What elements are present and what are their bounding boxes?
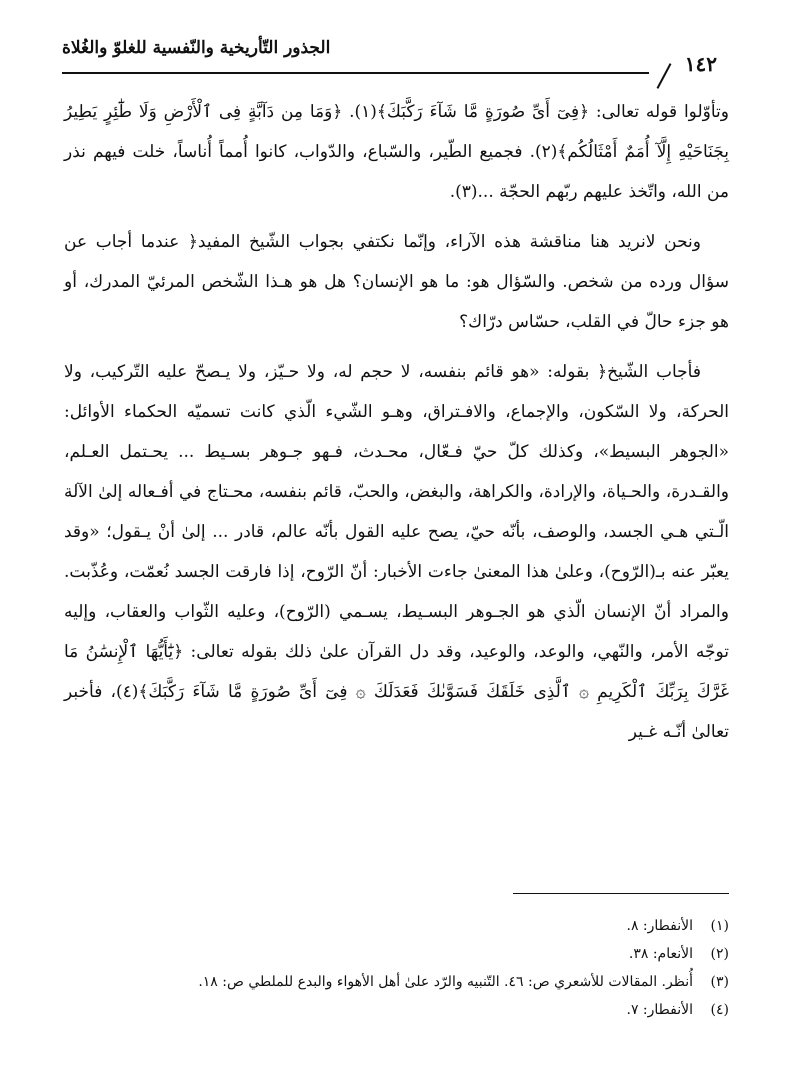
body-text <box>64 92 729 762</box>
footnote-number: (٢) <box>710 946 729 962</box>
footnote-text: الأنفطار: ٨. <box>626 918 693 934</box>
paragraph-2: ونحن لانريد هنا مناقشة هذه الآراء، وإنّما نكتفي بجواب الشّيخ المفيد﴿ عندما أجاب عن سؤال ورده من شخص. والسّؤال هو: ما هو الإنسان؟ هل هو هـذا الشّخص المرئيّ المدرك، أو هو جزء حالّ في القلب، حسّاس درّاك؟ <box>64 232 729 332</box>
footnote-1 <box>64 912 729 940</box>
page-header <box>62 30 735 74</box>
footnote-text: أُنظر. المقالات للأشعري ص: ٤٦. التّنبيه والرّد علىٰ أهل الأهواء والبدع للملطي ص: ١٨. <box>198 974 693 990</box>
footnote-4 <box>64 996 729 1024</box>
footnote-text: الأنعام: ٣٨. <box>628 946 693 962</box>
paragraph-1: وتأوّلوا قوله تعالى: ﴿فِىٓ أَىِّ صُورَةٍ مَّا شَآءَ رَكَّبَكَ﴾(١). ﴿وَمَا مِن دَآبَّةٍ فِى ٱلْأَرْضِ وَلَا طَٰٓئِرٍ يَطِيرُ بِجَنَاحَيْهِ إِلَّآ أُمَمٌ أَمْثَالُكُم﴾(٢). فجميع الطّير، والسّباع، والدّواب، كانوا أُمماً أُناساً، خلت فيهم نذر من الله، واتّخذ عليهم ربّهم الحجّة ...(٣). <box>64 102 729 202</box>
footnote-number: (١) <box>710 918 729 934</box>
footnote-3 <box>64 968 729 996</box>
footnote-text: الأنفطار: ٧. <box>626 1002 693 1018</box>
paragraph-3: فأجاب الشّيخ﴿ بقوله: «هو قائم بنفسه، لا حجم له، ولا حـيّز، ولا يـصحّ عليه التّركيب، ولا الحركة، ولا السّكون، والإجماع، والافـتراق، وهـو الشّيء الّذي كانت تسميّه الحكماء الأوائل: «الجوهر البسيط»، وكذلك كلّ حيّ فـعّال، محـدث، فـهو جـوهر بسـيط ... يحـتمل العـلم، والقـدرة، والحـياة، والإرادة، والكراهة، والبغض، والحبّ، قائم بنفسه، محـتاج في أفـعاله إلىٰ الآلة الّـتي هـي الجسد، والوصف، بأنّه حيّ، يصح عليه القول بأنّه عالم، قادر ... إلىٰ أنْ يـقول؛ «وقد يعبّر عنه بـ(الرّوح)، وعلىٰ هذا المعنىٰ جاءت الأخبار: أنّ الرّوح، إذا فارقت الجسد نُعمّت، وعُذّبت. والمراد أنّ الإنسان الّذي هو الجـوهر البسـيط، يسـمي (الرّوح)، وعليه الثّواب والعقاب، وإليه توجّه الأمر، والنّهي، والوعد، والوعيد، وقد دل القرآن علىٰ ذلك بقوله تعالى: ﴿يَٰٓأَيُّهَا ٱلْإِنسَٰنُ مَا غَرَّكَ بِرَبِّكَ ٱلْكَرِيمِ ۞ ٱلَّذِى خَلَقَكَ فَسَوَّىٰكَ فَعَدَلَكَ ۞ فِىٓ أَىِّ صُورَةٍ مَّا شَآءَ رَكَّبَكَ﴾(٤)، فأخبر تعالىٰ أنّـه غـير <box>64 362 729 742</box>
running-title: الجذور التّأريخية والنّفسية للغلوّ والغُلاة <box>62 38 331 58</box>
footnote-number: (٤) <box>710 1002 729 1018</box>
header-rule <box>62 72 649 74</box>
page-number-divider <box>657 63 672 89</box>
page-number: ١٤٢ <box>684 52 717 76</box>
footnote-separator <box>513 893 729 894</box>
footnotes <box>64 912 729 1024</box>
footnote-number: (٣) <box>710 974 729 990</box>
footnote-2 <box>64 940 729 968</box>
